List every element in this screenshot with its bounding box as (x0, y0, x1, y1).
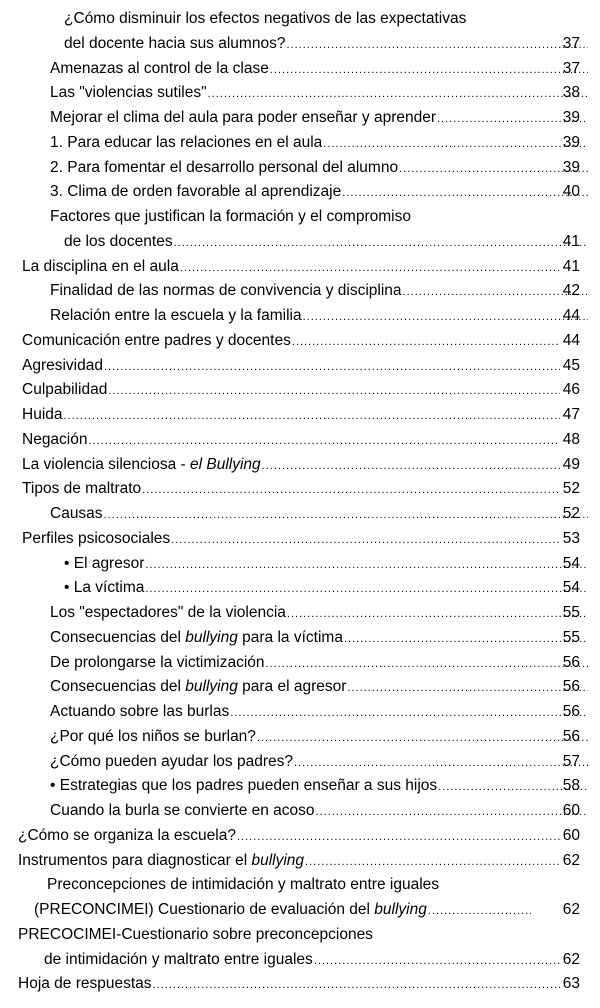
page-number: 37 (562, 59, 580, 77)
leader-dots (287, 602, 588, 627)
page-number: 54 (562, 554, 580, 572)
page-number: 58 (562, 777, 580, 795)
page-number: 41 (562, 232, 580, 250)
page-number: 56 (562, 653, 580, 671)
page-number: 49 (562, 455, 580, 473)
leader-dots (145, 577, 588, 602)
toc-entry-title: De prolongarse la victimización (50, 653, 265, 671)
toc-entry (0, 304, 600, 329)
page-number: 41 (562, 257, 580, 275)
page-number: 57 (562, 752, 580, 770)
leader-dots (89, 429, 561, 454)
toc-entry-title: • Estrategias que los padres pueden enseñar a sus hijos (50, 777, 438, 795)
page-number: 45 (562, 356, 580, 374)
toc-entry-title: Huida (22, 406, 63, 423)
leader-dots (428, 899, 531, 924)
toc-entry (0, 378, 600, 403)
toc-entry-title-line: (PRECONCIMEI) Cuestionario de evaluación del bullying (34, 901, 427, 918)
toc-entry-title: ¿Cómo pueden ayudar los padres? (50, 752, 293, 770)
toc-entry (0, 626, 600, 651)
toc-entry-title: Hoja de respuestas (18, 975, 152, 993)
toc-entry (0, 651, 600, 676)
page-number: 39 (562, 109, 580, 126)
toc-entry (0, 774, 600, 799)
page-number: 48 (562, 430, 580, 448)
page-number: 42 (562, 282, 580, 300)
toc-entry (0, 700, 600, 725)
leader-dots (230, 701, 588, 726)
leader-dots (171, 528, 560, 553)
page-number: 60 (562, 802, 580, 819)
page-number: 55 (562, 628, 580, 646)
toc-entry-italic: bullying (185, 628, 238, 646)
leader-dots (316, 800, 588, 825)
toc-entry (0, 750, 600, 775)
toc-entry (0, 527, 600, 552)
leader-dots (237, 825, 560, 850)
leader-dots (104, 503, 588, 528)
toc-entry-italic: bullying (185, 678, 238, 696)
toc-entry-title-line: de los docentes (64, 232, 173, 250)
toc-entry (0, 7, 600, 57)
toc-entry-title-line: ¿Cómo disminuir los efectos negativos de las expectativas (64, 10, 467, 27)
toc-entry (0, 205, 600, 255)
toc-entry-title: Perfiles psicosociales (22, 529, 171, 547)
toc-entry-title: 3. Clima de orden favorable al aprendizaje (50, 183, 342, 201)
toc-entry (0, 180, 600, 205)
toc-entry (0, 675, 600, 700)
page-number: 39 (562, 158, 580, 176)
page-number: 38 (562, 84, 580, 102)
toc-entry-title: 1. Para educar las relaciones en el aula (50, 133, 323, 151)
leader-dots (153, 973, 560, 998)
leader-dots (294, 751, 588, 776)
page-number: 44 (562, 331, 580, 349)
page-number: 62 (562, 851, 580, 869)
toc-entry (0, 799, 600, 824)
toc-entry-title: • La víctima (64, 579, 145, 597)
leader-dots (104, 355, 560, 380)
toc-entry-title: Actuando sobre las burlas (50, 703, 230, 720)
leader-dots (145, 553, 588, 578)
leader-dots (142, 478, 560, 503)
toc-entry (0, 156, 600, 181)
page-number: 52 (562, 505, 580, 522)
toc-entry-title: Negación (22, 430, 88, 448)
leader-dots (262, 454, 560, 479)
leader-dots (208, 82, 588, 107)
toc-entry (0, 57, 600, 82)
leader-dots (303, 305, 588, 330)
page-number: 53 (562, 529, 580, 547)
toc-entry-italic: el Bullying (190, 455, 261, 473)
toc-entry (0, 576, 600, 601)
toc-entry-title: • El agresor (64, 554, 145, 572)
leader-dots (108, 379, 560, 404)
toc-entry (0, 725, 600, 750)
page-number: 54 (562, 579, 580, 597)
leader-dots (314, 949, 560, 974)
toc-entry-title: Instrumentos para diagnosticar el bullying (18, 851, 305, 869)
toc-entry-title: Agresividad (22, 356, 103, 374)
toc-entry-title-line: Factores que justifican la formación y el compromiso (50, 208, 411, 225)
page-number: 47 (562, 406, 580, 423)
toc-entry-title: ¿Por qué los niños se burlan? (50, 727, 256, 745)
toc-entry-title: Causas (50, 505, 103, 522)
leader-dots (257, 726, 588, 751)
toc-entry (0, 453, 600, 478)
toc-entry-title: ¿Cómo se organiza la escuela? (18, 826, 236, 844)
toc-entry-title: Consecuencias del bullying para el agresor (50, 678, 347, 696)
toc-entry-title: 2. Para fomentar el desarrollo personal del alumno (50, 158, 399, 176)
toc-entry (0, 824, 600, 849)
leader-dots (305, 850, 560, 875)
toc-entry-title: La disciplina en el aula (22, 257, 179, 275)
toc-entry (0, 329, 600, 354)
toc-entry (0, 354, 600, 379)
toc-entry-title: La violencia silenciosa - el Bullying (22, 455, 261, 473)
toc-entry (0, 403, 600, 428)
toc-entry (0, 279, 600, 304)
toc-entry (0, 106, 600, 131)
page-number: 62 (562, 950, 580, 968)
page-number: 56 (562, 678, 580, 696)
toc-entry-title-line: Preconcepciones de intimidación y maltrato entre iguales (47, 876, 440, 894)
page-number: 52 (562, 480, 580, 498)
toc-entry-title-line: del docente hacia sus alumnos? (64, 34, 286, 52)
page-number: 46 (562, 381, 580, 399)
toc-entry (0, 428, 600, 453)
toc-entry-title: Consecuencias del bullying para la víctima (50, 628, 343, 646)
toc-entry-title: Mejorar el clima del aula para poder enseñar y aprender (50, 109, 436, 126)
toc-entry (0, 477, 600, 502)
table-of-contents (0, 7, 600, 997)
toc-entry-title: Relación entre la escuela y la familia (50, 307, 302, 324)
toc-entry (0, 873, 600, 923)
leader-dots (180, 256, 560, 281)
page-number: 39 (562, 133, 580, 151)
leader-dots (292, 330, 560, 355)
toc-entry-title: Finalidad de las normas de convivencia y disciplina (50, 282, 402, 300)
toc-entry-title-line: de intimidación y maltrato entre iguales (44, 950, 313, 968)
toc-entry (0, 601, 600, 626)
toc-entry (0, 131, 600, 156)
toc-entry-title: Cuando la burla se convierte en acoso (50, 802, 315, 819)
leader-dots (64, 404, 561, 429)
page-number: 63 (562, 975, 580, 993)
leader-dots (174, 231, 588, 256)
toc-entry-title: Comunicación entre padres y docentes (22, 331, 291, 349)
toc-entry-title: Los "espectadores" de la violencia (50, 604, 286, 621)
leader-dots (286, 33, 588, 58)
toc-entry-title: Amenazas al control de la clase (50, 59, 269, 77)
toc-entry (0, 502, 600, 527)
page-number: 60 (562, 826, 580, 844)
page-number: 62 (562, 901, 580, 918)
toc-entry-title: Las "violencias sutiles" (50, 84, 207, 102)
page-number: 56 (562, 727, 580, 745)
toc-entry-italic: bullying (374, 901, 427, 918)
page-number: 55 (562, 604, 580, 621)
toc-entry (0, 923, 600, 973)
toc-entry (0, 81, 600, 106)
page-number: 40 (562, 183, 580, 201)
toc-entry (0, 552, 600, 577)
toc-entry-italic: bullying (251, 851, 305, 869)
page-number: 56 (562, 703, 580, 720)
toc-entry (0, 972, 600, 997)
leader-dots (323, 132, 588, 157)
page-number: 44 (562, 307, 580, 324)
toc-entry-title: Tipos de maltrato (22, 480, 142, 498)
leader-dots (270, 58, 588, 83)
toc-entry (0, 849, 600, 874)
toc-entry (0, 255, 600, 280)
toc-entry-title-line: PRECOCIMEI-Cuestionario sobre preconcepciones (18, 925, 373, 943)
leader-dots (266, 652, 588, 677)
page-number: 37 (562, 34, 580, 52)
toc-entry-title: Culpabilidad (22, 381, 108, 399)
